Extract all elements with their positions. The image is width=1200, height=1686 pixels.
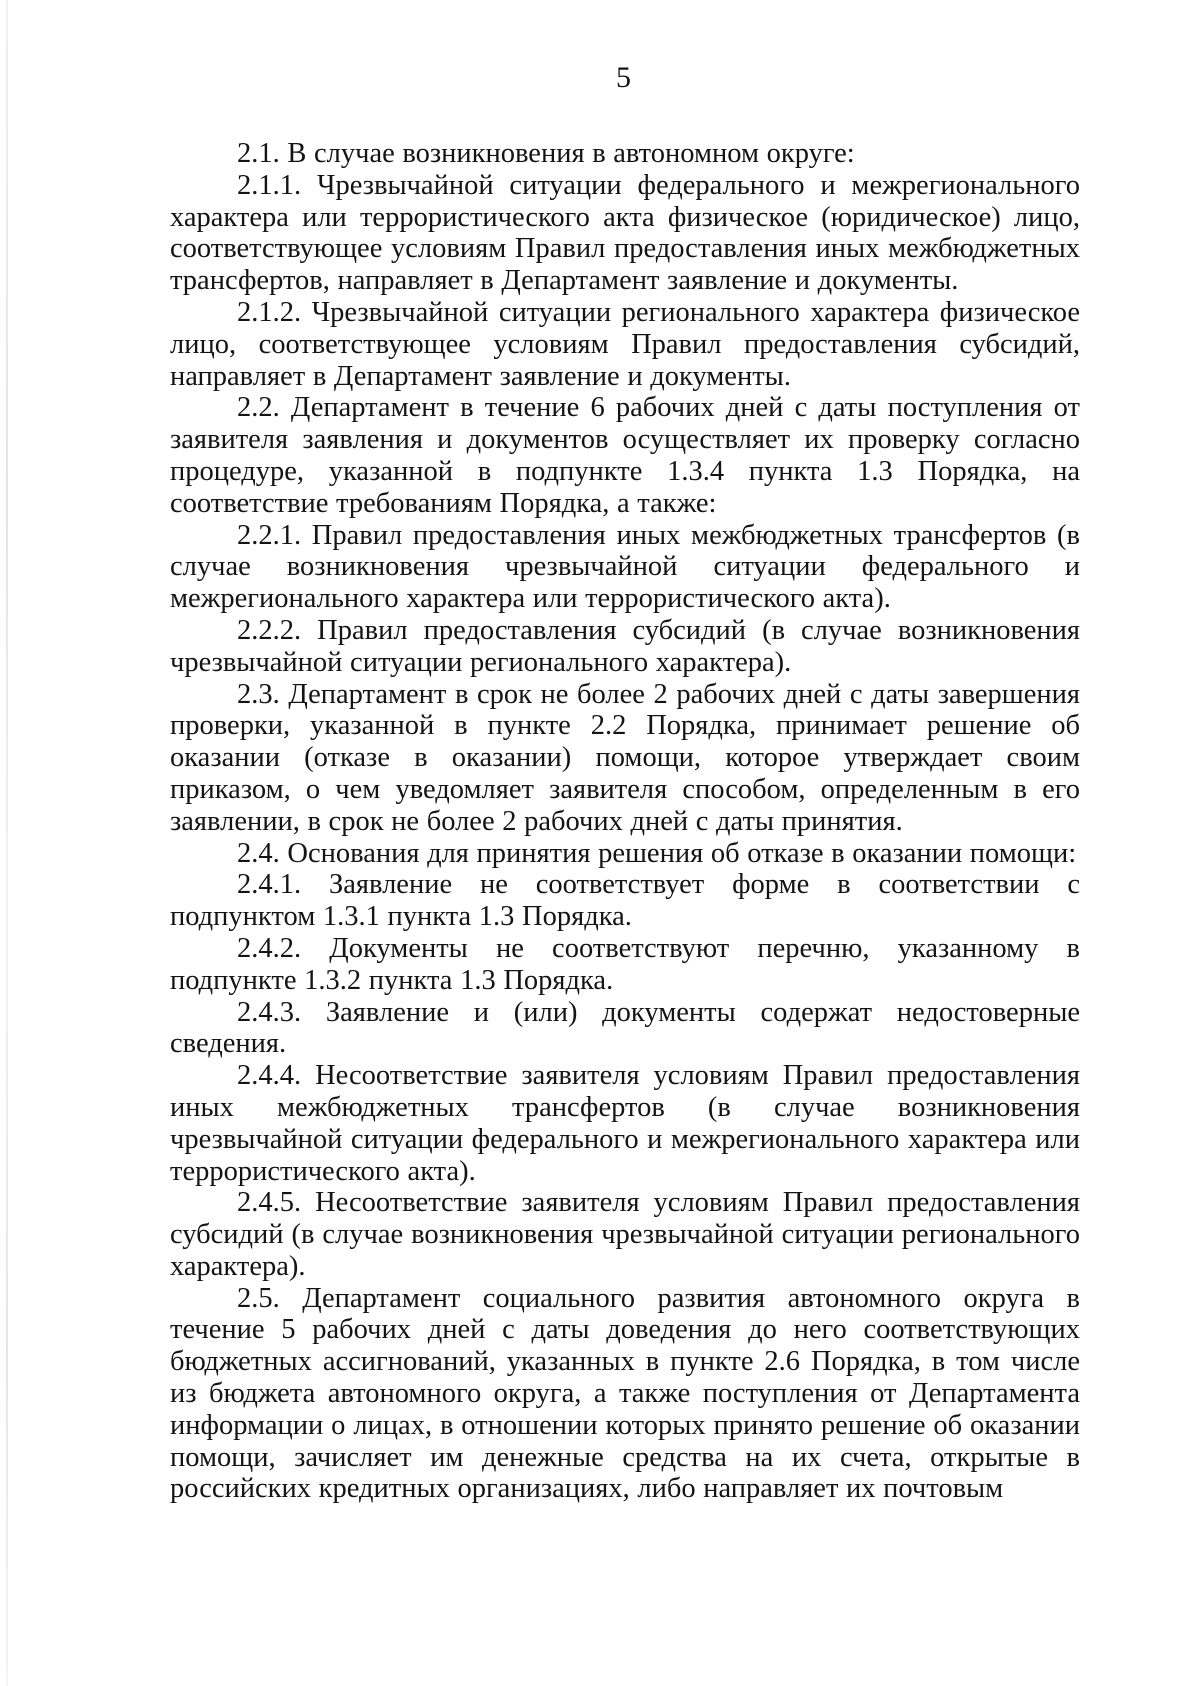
paragraph-2-3: 2.3. Департамент в срок не более 2 рабочих дней с даты завершения проверки, указанной в пункте 2.2 Порядка, принимает решение об оказании (отказе в оказании) помощи, которое утверждает своим приказом, о чем уведомляет заявителя способом, определенным в его заявлении, в срок не более 2 рабочих дней с даты принятия. xyxy=(170,678,1080,837)
page-number: 5 xyxy=(616,61,631,94)
paragraph-2-1-2: 2.1.2. Чрезвычайной ситуации регионального характера физическое лицо, соответствующее условиям Правил предоставления субсидий, направляет в Департамент заявление и документы. xyxy=(170,296,1080,392)
paragraph-2-4-4: 2.4.4. Несоответствие заявителя условиям Правил предоставления иных межбюджетных трансфертов (в случае возникновения чрезвычайной ситуации федерального и межрегионального характера или террористического акта). xyxy=(170,1060,1080,1187)
paragraph-2-1-1: 2.1.1. Чрезвычайной ситуации федерального и межрегионального характера или террористического акта физическое (юридическое) лицо, соответствующее условиям Правил предоставления иных межбюджетных трансфертов, направляет в Департамент заявление и документы. xyxy=(170,169,1080,297)
paragraph-2-4-1: 2.4.1. Заявление не соответствует форме в соответствии с подпунктом 1.3.1 пункта 1.3 Порядка. xyxy=(170,869,1080,933)
paragraph-2-4-5: 2.4.5. Несоответствие заявителя условиям Правил предоставления субсидий (в случае возникновения чрезвычайной ситуации регионального характера). xyxy=(170,1187,1080,1282)
paragraph-2-2-1: 2.2.1. Правил предоставления иных межбюджетных трансфертов (в случае возникновения чрезвычайной ситуации федерального и межрегионального характера или террористического акта). xyxy=(170,519,1080,615)
document-body xyxy=(170,138,1080,1505)
paragraph-2-4: 2.4. Основания для принятия решения об отказе в оказании помощи: xyxy=(237,837,1077,869)
paragraph-2-1: 2.1. В случае возникновения в автономном округе: xyxy=(237,138,855,169)
paragraph-2-4-2: 2.4.2. Документы не соответствуют перечню, указанному в подпункте 1.3.2 пункта 1.3 Порядка. xyxy=(170,932,1080,996)
paragraph-2-2: 2.2. Департамент в течение 6 рабочих дней с даты поступления от заявителя заявления и документов осуществляет их проверку согласно процедуре, указанной в подпункте 1.3.4 пункта 1.3 Порядка, на соответствие требованиям Порядка, а также: xyxy=(170,392,1080,519)
scan-edge-shadow xyxy=(6,0,8,1686)
paragraph-2-4-3: 2.4.3. Заявление и (или) документы содержат недостоверные сведения. xyxy=(170,996,1080,1060)
paragraph-2-5: 2.5. Департамент социального развития автономного округа в течение 5 рабочих дней с даты доведения до него соответствующих бюджетных ассигнований, указанных в пункте 2.6 Порядка, в том числе из бюджета автономного округа, а также поступления от Департамента информации о лицах, в отношении которых принято решение об оказании помощи, зачисляет им денежные средства на их счета, открытые в российских кредитных организациях, либо направляет их почтовым xyxy=(170,1282,1080,1505)
paragraph-2-2-2: 2.2.2. Правил предоставления субсидий (в случае возникновения чрезвычайной ситуации регионального характера). xyxy=(170,614,1080,678)
